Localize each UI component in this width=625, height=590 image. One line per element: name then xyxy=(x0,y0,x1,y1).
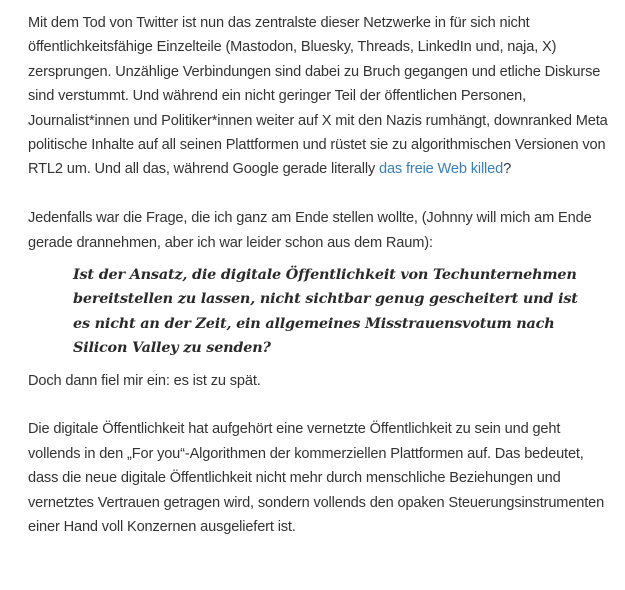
paragraph-twitter xyxy=(28,11,613,182)
link-das-freie-web-killed[interactable]: das freie Web killed xyxy=(379,161,504,178)
paragraph-too-late: Doch dann fiel mir ein: es ist zu spät. xyxy=(28,372,261,389)
paragraph-spacer xyxy=(28,393,613,417)
paragraph-question-intro: Jedenfalls war die Frage, die ich ganz am Ende stellen wollte, (Johnny will mich am Ende gerade drannehmen, aber ich war leider schon aus dem Raum): xyxy=(28,210,592,251)
paragraph-twitter-text: Mit dem Tod von Twitter ist nun das zentralste dieser Netzwerke in für sich nicht öffentlichkeitsfähige Einzelteile (Mastodon, Bluesky, Threads, LinkedIn und, naja, X) zersprungen. Unzählige Verbindungen sind dabei zu Bruch gegangen und etliche Diskurse sind verstummt. Und während ein nicht geringer Teil der öffentlichen Personen, Journalist*innen und Politiker*innen weiter auf X mit den Nazis rumhängt, downranked Meta politische Inhalte auf all seinen Plattformen und rüstet sie zu algorithmischen Versionen von RTL2 um. Und all das, während Google gerade literally xyxy=(28,15,608,178)
pull-quote: Ist der Ansatz, die digitale Öffentlichkeit von Techunternehmen bereitstellen zu lassen, nicht sichtbar genug gescheitert und ist es nicht an der Zeit, ein allgemeines Misstrauensvotum nach Silicon Valley zu senden? xyxy=(73,266,578,357)
article-body xyxy=(28,11,613,540)
paragraph-spacer xyxy=(28,182,613,206)
paragraph-twitter-end: ? xyxy=(503,161,512,178)
paragraph-digital-public: Die digitale Öffentlichkeit hat aufgehört eine vernetzte Öffentlichkeit zu sein und geht vollends in den „For you“-Algorithmen der kommerziellen Plattformen auf. Das bedeutet, dass die neue digitale Öffentlichkeit nicht mehr durch menschliche Beziehungen und vernetztes Vertrauen getragen wird, sondern vollends den opaken Steuerungsinstrumenten einer Hand voll Konzernen ausgeliefert ist. xyxy=(28,421,605,536)
